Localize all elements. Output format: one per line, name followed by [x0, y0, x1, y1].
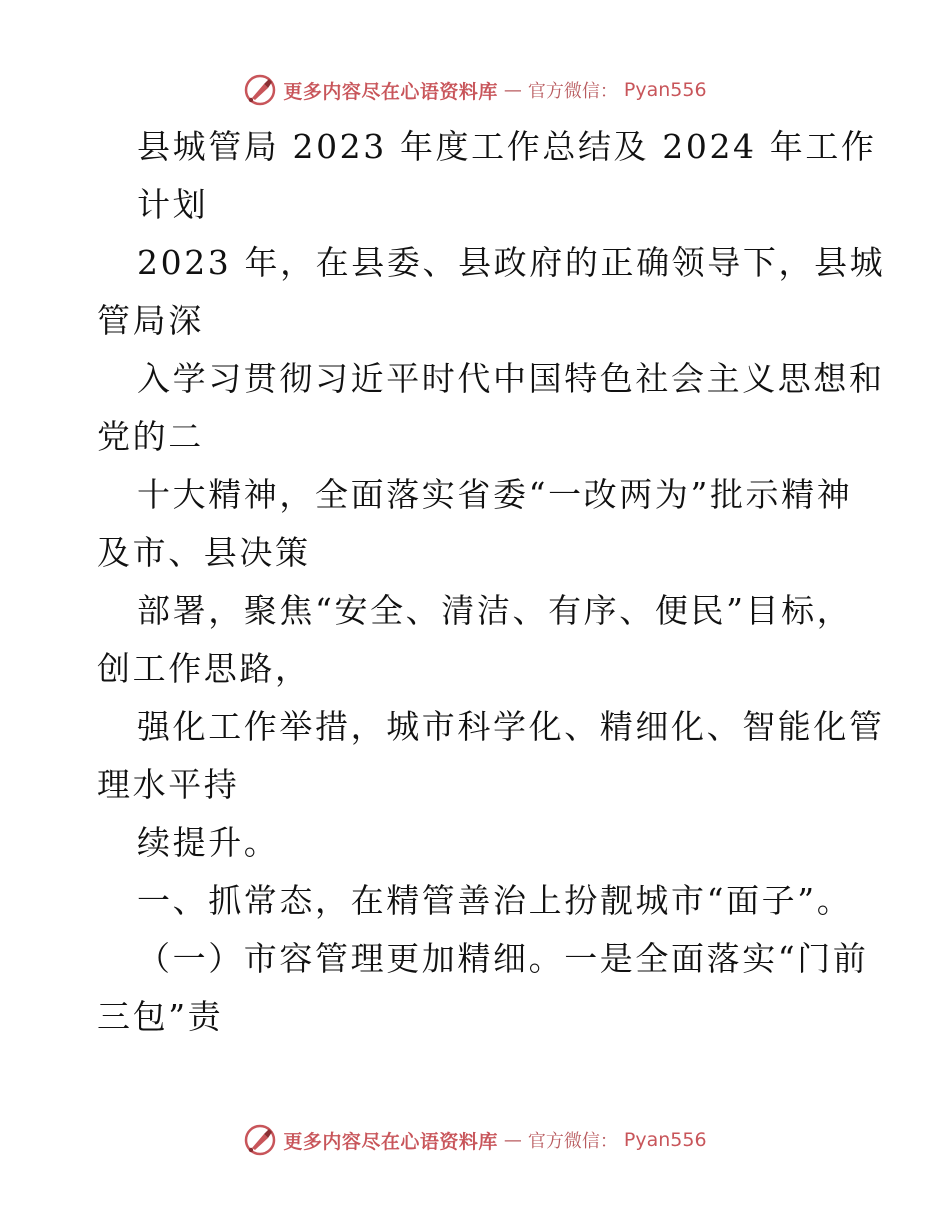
watermark-text: 更多内容尽在心语资料库: [283, 1130, 498, 1153]
paragraph-line: 十大精神，全面落实省委“一改两为”批示精神: [137, 475, 853, 514]
watermark-dash: —: [503, 1129, 522, 1151]
pen-nib-icon: [243, 73, 277, 107]
watermark-wechat-label: 官方微信：: [527, 81, 618, 102]
section-heading: 一、抓常态，在精管善治上扮靓城市“面子”。: [137, 881, 853, 920]
document-title-line-2: 计划: [137, 185, 209, 224]
paragraph-line: 部署，聚焦“安全、清洁、有序、便民”目标，: [137, 591, 853, 630]
footer-watermark: [0, 1120, 950, 1160]
paragraph-line: 及市、县决策: [97, 533, 311, 572]
paragraph-line: 党的二: [97, 417, 204, 456]
paragraph-line: 三包”责: [97, 997, 224, 1036]
document-body: [97, 118, 886, 1046]
paragraph-line: 管局深: [97, 301, 204, 340]
subsection-line: （一）市容管理更加精细。一是全面落实“门前: [137, 939, 869, 978]
paragraph-line: 创工作思路，: [97, 649, 311, 688]
paragraph-line: 续提升。: [137, 823, 280, 862]
watermark-wechat-id: Pyan556: [623, 79, 707, 101]
paragraph-line: 入学习贯彻习近平时代中国特色社会主义思想和: [137, 359, 885, 398]
watermark-wechat-id: Pyan556: [623, 1129, 707, 1151]
paragraph-line: 理水平持: [97, 765, 240, 804]
paragraph-line: 强化工作举措，城市科学化、精细化、智能化管: [137, 707, 885, 746]
document-title-line-1: 县城管局 2023 年度工作总结及 2024 年工作: [137, 127, 877, 166]
watermark-dash: —: [503, 79, 522, 101]
pen-nib-icon: [243, 1123, 277, 1157]
paragraph-line: 2023 年，在县委、县政府的正确领导下，县城: [137, 243, 886, 282]
watermark-wechat-label: 官方微信：: [527, 1131, 618, 1152]
header-watermark: [0, 70, 950, 110]
watermark-text: 更多内容尽在心语资料库: [283, 80, 498, 103]
